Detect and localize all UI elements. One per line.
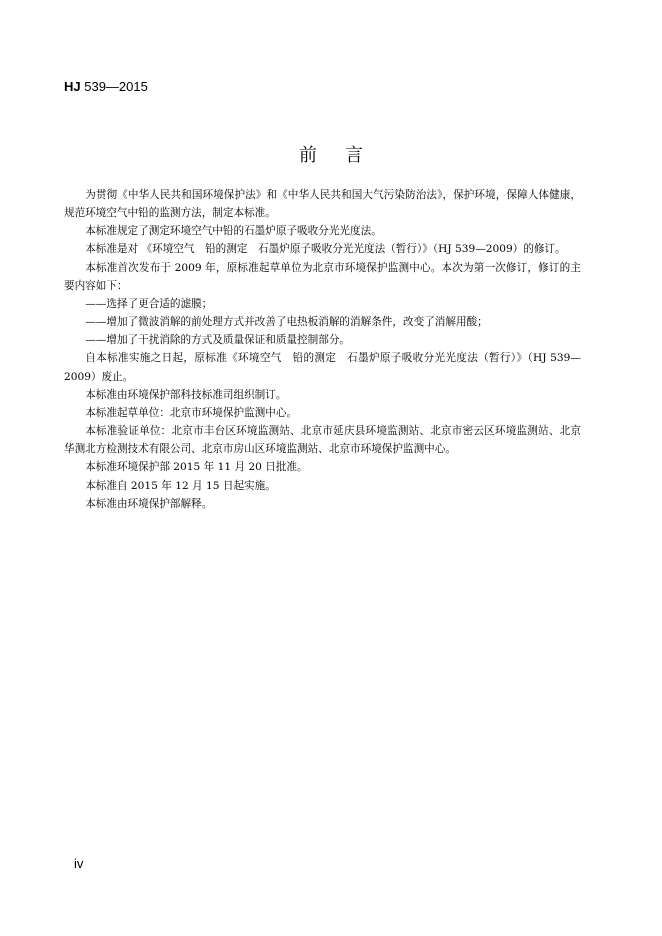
paragraph-organizer: 本标准由环境保护部科技标准司组织制订。 bbox=[85, 388, 287, 401]
paragraph-validators: 本标准验证单位：北京市丰台区环境监测站、北京市延庆县环境监测站、北京市密云区环境监测站、北京华测北方检测技术有限公司、北京市房山区环境监测站、北京市环境保护监测中心。 bbox=[64, 425, 581, 456]
page-title: 前言 bbox=[299, 145, 391, 166]
standard-code bbox=[64, 79, 148, 95]
paragraph-purpose: 为贯彻《中华人民共和国环境保护法》和《中华人民共和国大气污染防治法》，保护环境，保障人体健康，规范环境空气中铅的监测方法，制定本标准。 bbox=[64, 189, 581, 220]
paragraph-scope: 本标准规定了测定环境空气中铅的石墨炉原子吸收分光光度法。 bbox=[85, 225, 382, 238]
paragraph-history: 本标准首次发布于 2009 年，原标准起草单位为北京市环境保护监测中心。本次为第一次修订，修订的主要内容如下： bbox=[64, 261, 581, 292]
change-item-qaqc: ——增加了干扰消除的方式及质量保证和质量控制部分。 bbox=[85, 334, 351, 347]
standard-code-number: 539—2015 bbox=[80, 79, 148, 94]
paragraph-effective-date: 本标准自 2015 年 12 月 15 日起实施。 bbox=[85, 479, 276, 492]
change-item-filter: ——选择了更合适的滤膜； bbox=[85, 297, 213, 310]
paragraph-abolish: 自本标准实施之日起，原标准《环境空气 铅的测定 石墨炉原子吸收分光光度法（暂行）》（HJ 539—2009）废止。 bbox=[64, 352, 581, 383]
standard-code-prefix: HJ bbox=[64, 79, 81, 94]
paragraph-revision-of: 本标准是对 《环境空气 铅的测定 石墨炉原子吸收分光光度法（暂行）》（HJ 539—2009）的修订。 bbox=[85, 243, 566, 256]
paragraph-approval-date: 本标准环境保护部 2015 年 11 月 20 日批准。 bbox=[85, 461, 308, 474]
preface-body bbox=[64, 186, 581, 513]
page-number: iv bbox=[74, 856, 84, 871]
change-item-digestion: ——增加了微波消解的前处理方式并改善了电热板消解的消解条件，改变了消解用酸； bbox=[85, 316, 488, 329]
paragraph-interpretation: 本标准由环境保护部解释。 bbox=[85, 497, 213, 510]
paragraph-drafter: 本标准起草单位：北京市环境保护监测中心。 bbox=[85, 406, 298, 419]
